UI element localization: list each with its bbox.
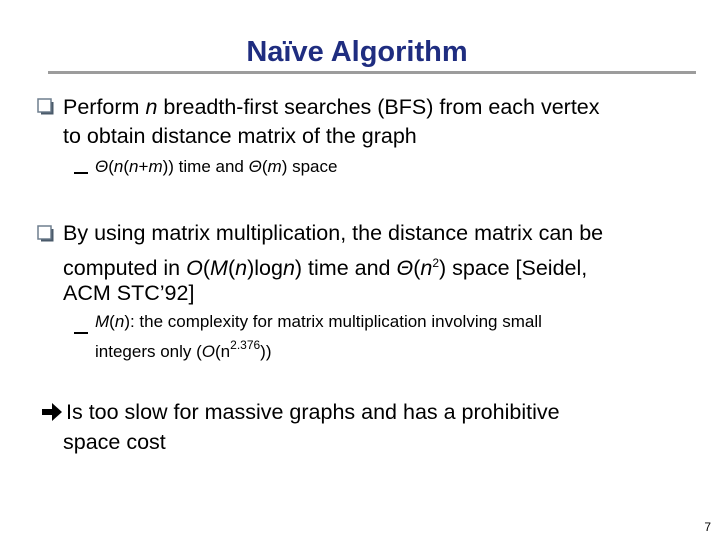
bullet1-line1: Perform n breadth-first searches (BFS) from each vertex bbox=[63, 95, 600, 119]
bullet1-sub: Θ(n(n+m)) time and Θ(m) space bbox=[95, 157, 338, 176]
bullet2-line1: By using matrix multiplication, the distance matrix can be bbox=[63, 221, 604, 245]
bullet2-line3: ACM STC’92] bbox=[63, 281, 195, 305]
slide-title: Naïve Algorithm bbox=[246, 36, 468, 68]
bullet1-line2: to obtain distance matrix of the graph bbox=[63, 124, 417, 148]
sub-bullet-dash bbox=[74, 172, 88, 174]
title-divider bbox=[48, 71, 696, 74]
right-arrow-icon bbox=[40, 401, 64, 423]
bullet2-sub-line1: M(n): the complexity for matrix multiplication involving small bbox=[95, 312, 542, 331]
bullet2-line2: computed in O(M(n)logn) time and $\Theta(n^2)$ space [Seidel, bbox=[63, 256, 588, 280]
bullet2-sub-line2: integers only $(O(n^{2.376}))$ bbox=[95, 338, 272, 361]
square-bullet-icon bbox=[36, 97, 56, 117]
conclusion-line1: Is too slow for massive graphs and has a prohibitive bbox=[66, 400, 560, 424]
sub-bullet-dash bbox=[74, 332, 88, 334]
conclusion-line2: space cost bbox=[63, 430, 166, 454]
page-number: 7 bbox=[704, 520, 711, 534]
square-bullet-icon bbox=[36, 224, 56, 244]
